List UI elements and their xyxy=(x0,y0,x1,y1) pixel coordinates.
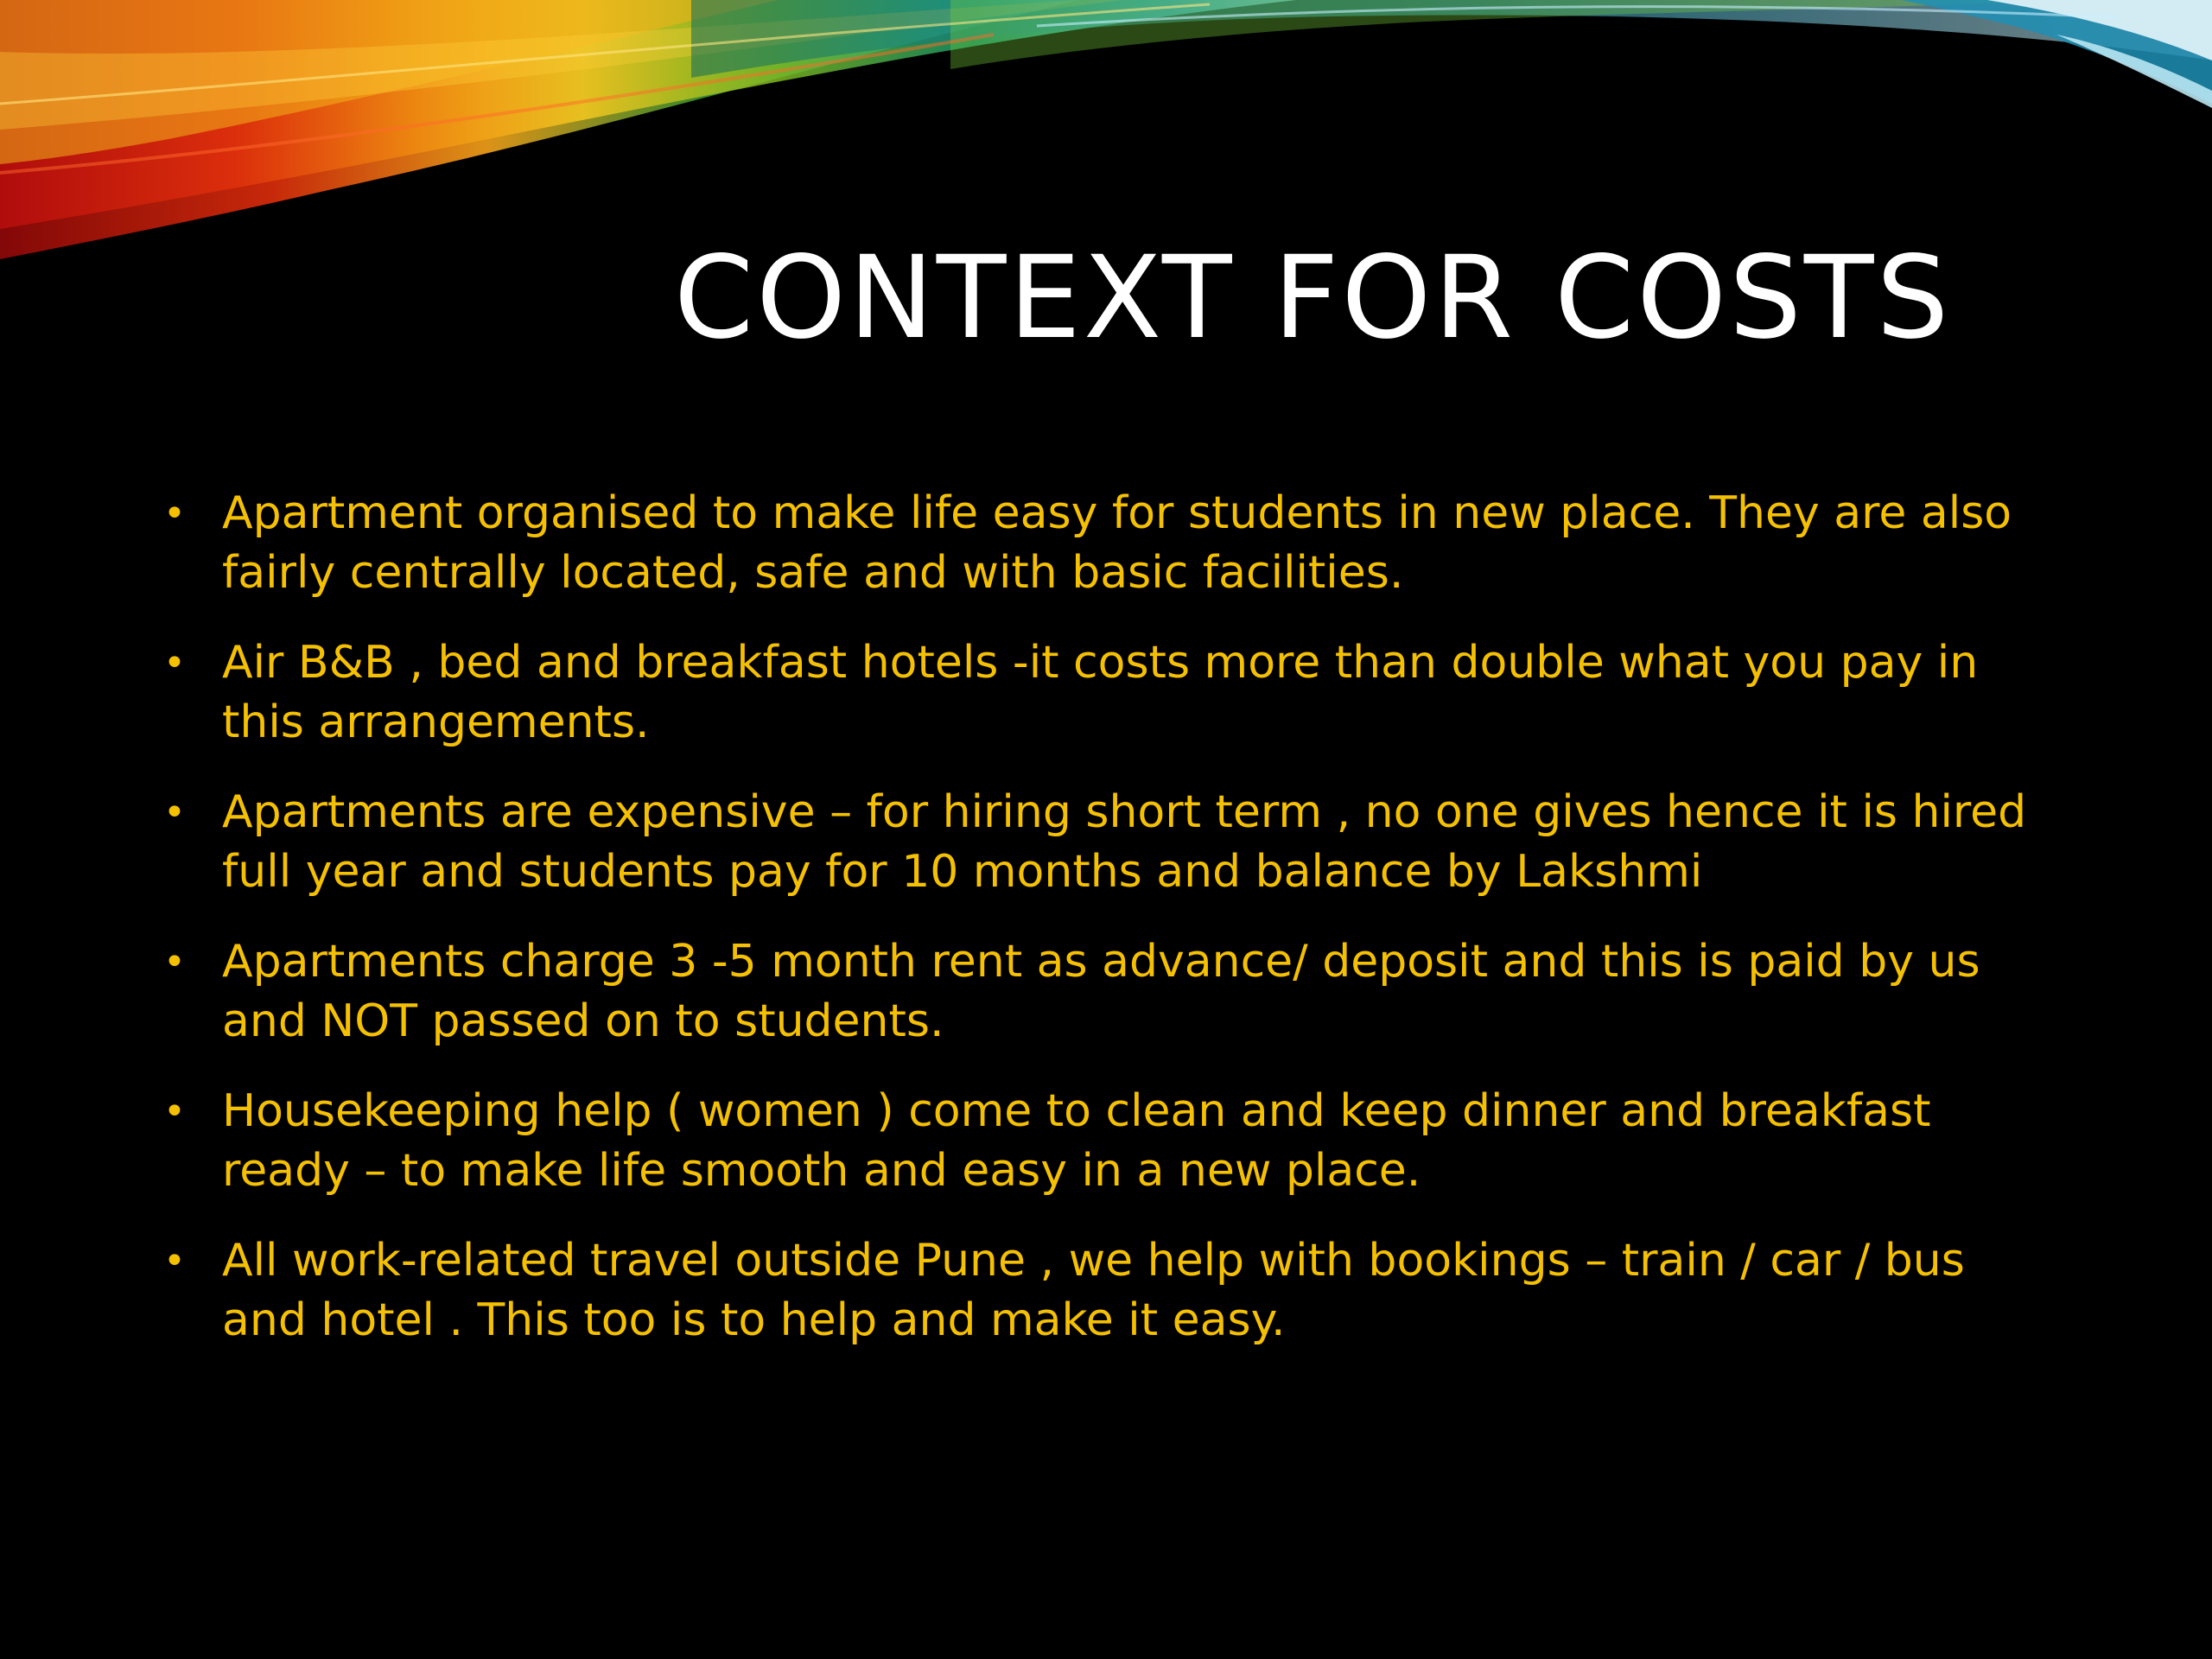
bullet-item xyxy=(160,1231,2061,1351)
bullet-item xyxy=(160,1082,2061,1201)
bullet-text: Housekeeping help ( women ) come to clean and keep dinner and breakfast ready – to make life smooth and easy in a new place. xyxy=(222,1085,1931,1197)
bullet-item xyxy=(160,484,2061,603)
bullet-list xyxy=(160,484,2061,1381)
bullet-marker-icon: • xyxy=(163,492,186,536)
bullet-text: All work-related travel outside Pune , we help with bookings – train / car / bus and hotel . This too is to help and make it easy. xyxy=(222,1235,1965,1346)
bullet-marker-icon: • xyxy=(163,1239,186,1283)
bullet-marker-icon: • xyxy=(163,641,186,685)
bullet-text: Apartments are expensive – for hiring short term , no one gives hence it is hired full year and students pay for 10 months and balance by Lakshmi xyxy=(222,786,2027,898)
bullet-marker-icon: • xyxy=(163,791,186,835)
slide-title: CONTEXT FOR COSTS xyxy=(674,232,1952,365)
bullet-marker-icon: • xyxy=(163,1090,186,1134)
bullet-text: Apartment organised to make life easy for students in new place. They are also fairly centrally located, safe and with basic facilities. xyxy=(222,487,2012,599)
bullet-text: Apartments charge 3 -5 month rent as advance/ deposit and this is paid by us and NOT passed on to students. xyxy=(222,936,1980,1047)
bullet-text: Air B&B , bed and breakfast hotels -it costs more than double what you pay in this arrangements. xyxy=(222,637,1979,748)
bullet-item xyxy=(160,633,2061,753)
bullet-marker-icon: • xyxy=(163,940,186,984)
bullet-item xyxy=(160,932,2061,1052)
bullet-item xyxy=(160,783,2061,902)
